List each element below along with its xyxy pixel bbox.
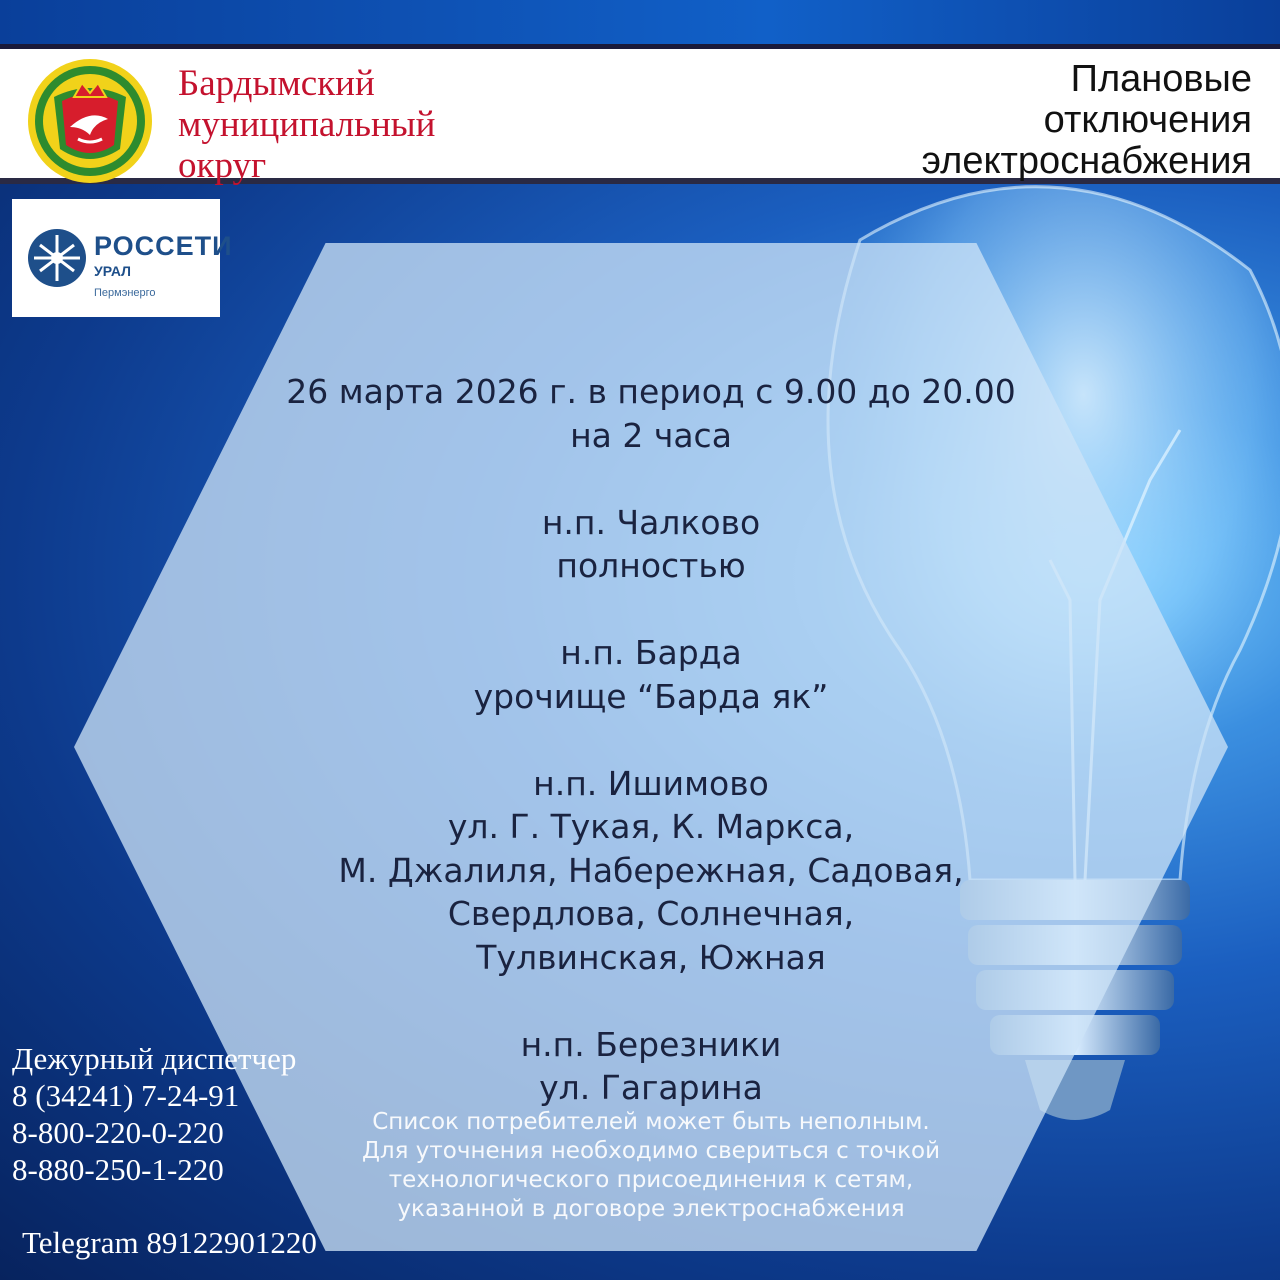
org-name-line-3: округ xyxy=(178,145,267,186)
location-barda: н.п. Барда xyxy=(560,633,742,672)
coat-of-arms-icon xyxy=(24,57,156,185)
org-name-line-2: муниципальный xyxy=(178,104,436,145)
location-ishimovo-detail-1: ул. Г. Тукая, К. Маркса, xyxy=(447,807,855,846)
location-berezniki-detail: ул. Гагарина xyxy=(539,1068,763,1107)
title-line-1: Плановые xyxy=(1070,58,1252,100)
location-barda-detail: урочище “Барда як” xyxy=(473,676,829,716)
location-chalkovo: н.п. Чалково xyxy=(541,502,761,542)
location-ishimovo-detail-4: Тулвинская, Южная xyxy=(476,937,826,977)
note-line-4: указанной в договоре электроснабжения xyxy=(397,1196,905,1222)
note-line-2: Для уточнения необходимо свериться с точкой xyxy=(361,1138,941,1164)
announcement-text xyxy=(200,370,1102,1110)
note-line-1: Список потребителей может быть неполным. xyxy=(372,1109,930,1135)
title-line-3: электроснабжения xyxy=(921,140,1252,182)
phone-2: 8-800-220-0-220 xyxy=(12,1115,224,1150)
title-line-2: отключения xyxy=(1043,99,1252,141)
rosseti-power-line-icon xyxy=(26,227,88,289)
location-ishimovo: н.п. Ишимово xyxy=(533,763,769,803)
header-bar xyxy=(0,44,1280,184)
contacts-block xyxy=(12,1040,296,1188)
org-name-line-1: Бардымский xyxy=(178,63,375,104)
rosseti-subtitle: УРАЛ xyxy=(94,263,131,279)
location-berezniki: н.п. Березники xyxy=(520,1024,782,1064)
duration-line: на 2 часа xyxy=(570,415,732,455)
location-ishimovo-detail-2: М. Джалиля, Набережная, Садовая, xyxy=(338,850,964,890)
location-ishimovo-detail-3: Свердлова, Солнечная, xyxy=(447,894,855,933)
telegram-contact: Telegram 89122901220 xyxy=(22,1225,317,1260)
rosseti-logo xyxy=(12,199,233,317)
dispatcher-label: Дежурный диспетчер xyxy=(12,1041,297,1076)
top-strip xyxy=(0,0,1280,44)
organization-name xyxy=(178,63,435,186)
note-line-3: технологического присоединения к сетям, xyxy=(388,1167,914,1193)
phone-3: 8-880-250-1-220 xyxy=(12,1152,224,1187)
date-line: 26 марта 2026 г. в период с 9.00 до 20.00 xyxy=(286,372,1016,411)
rosseti-branch: Пермэнерго xyxy=(94,287,156,299)
rosseti-title: РОССЕТИ xyxy=(94,231,233,261)
phone-1: 8 (34241) 7-24-91 xyxy=(12,1078,240,1113)
page-title xyxy=(922,59,1252,182)
location-chalkovo-detail: полностью xyxy=(556,546,746,585)
disclaimer-note xyxy=(236,1108,1066,1224)
